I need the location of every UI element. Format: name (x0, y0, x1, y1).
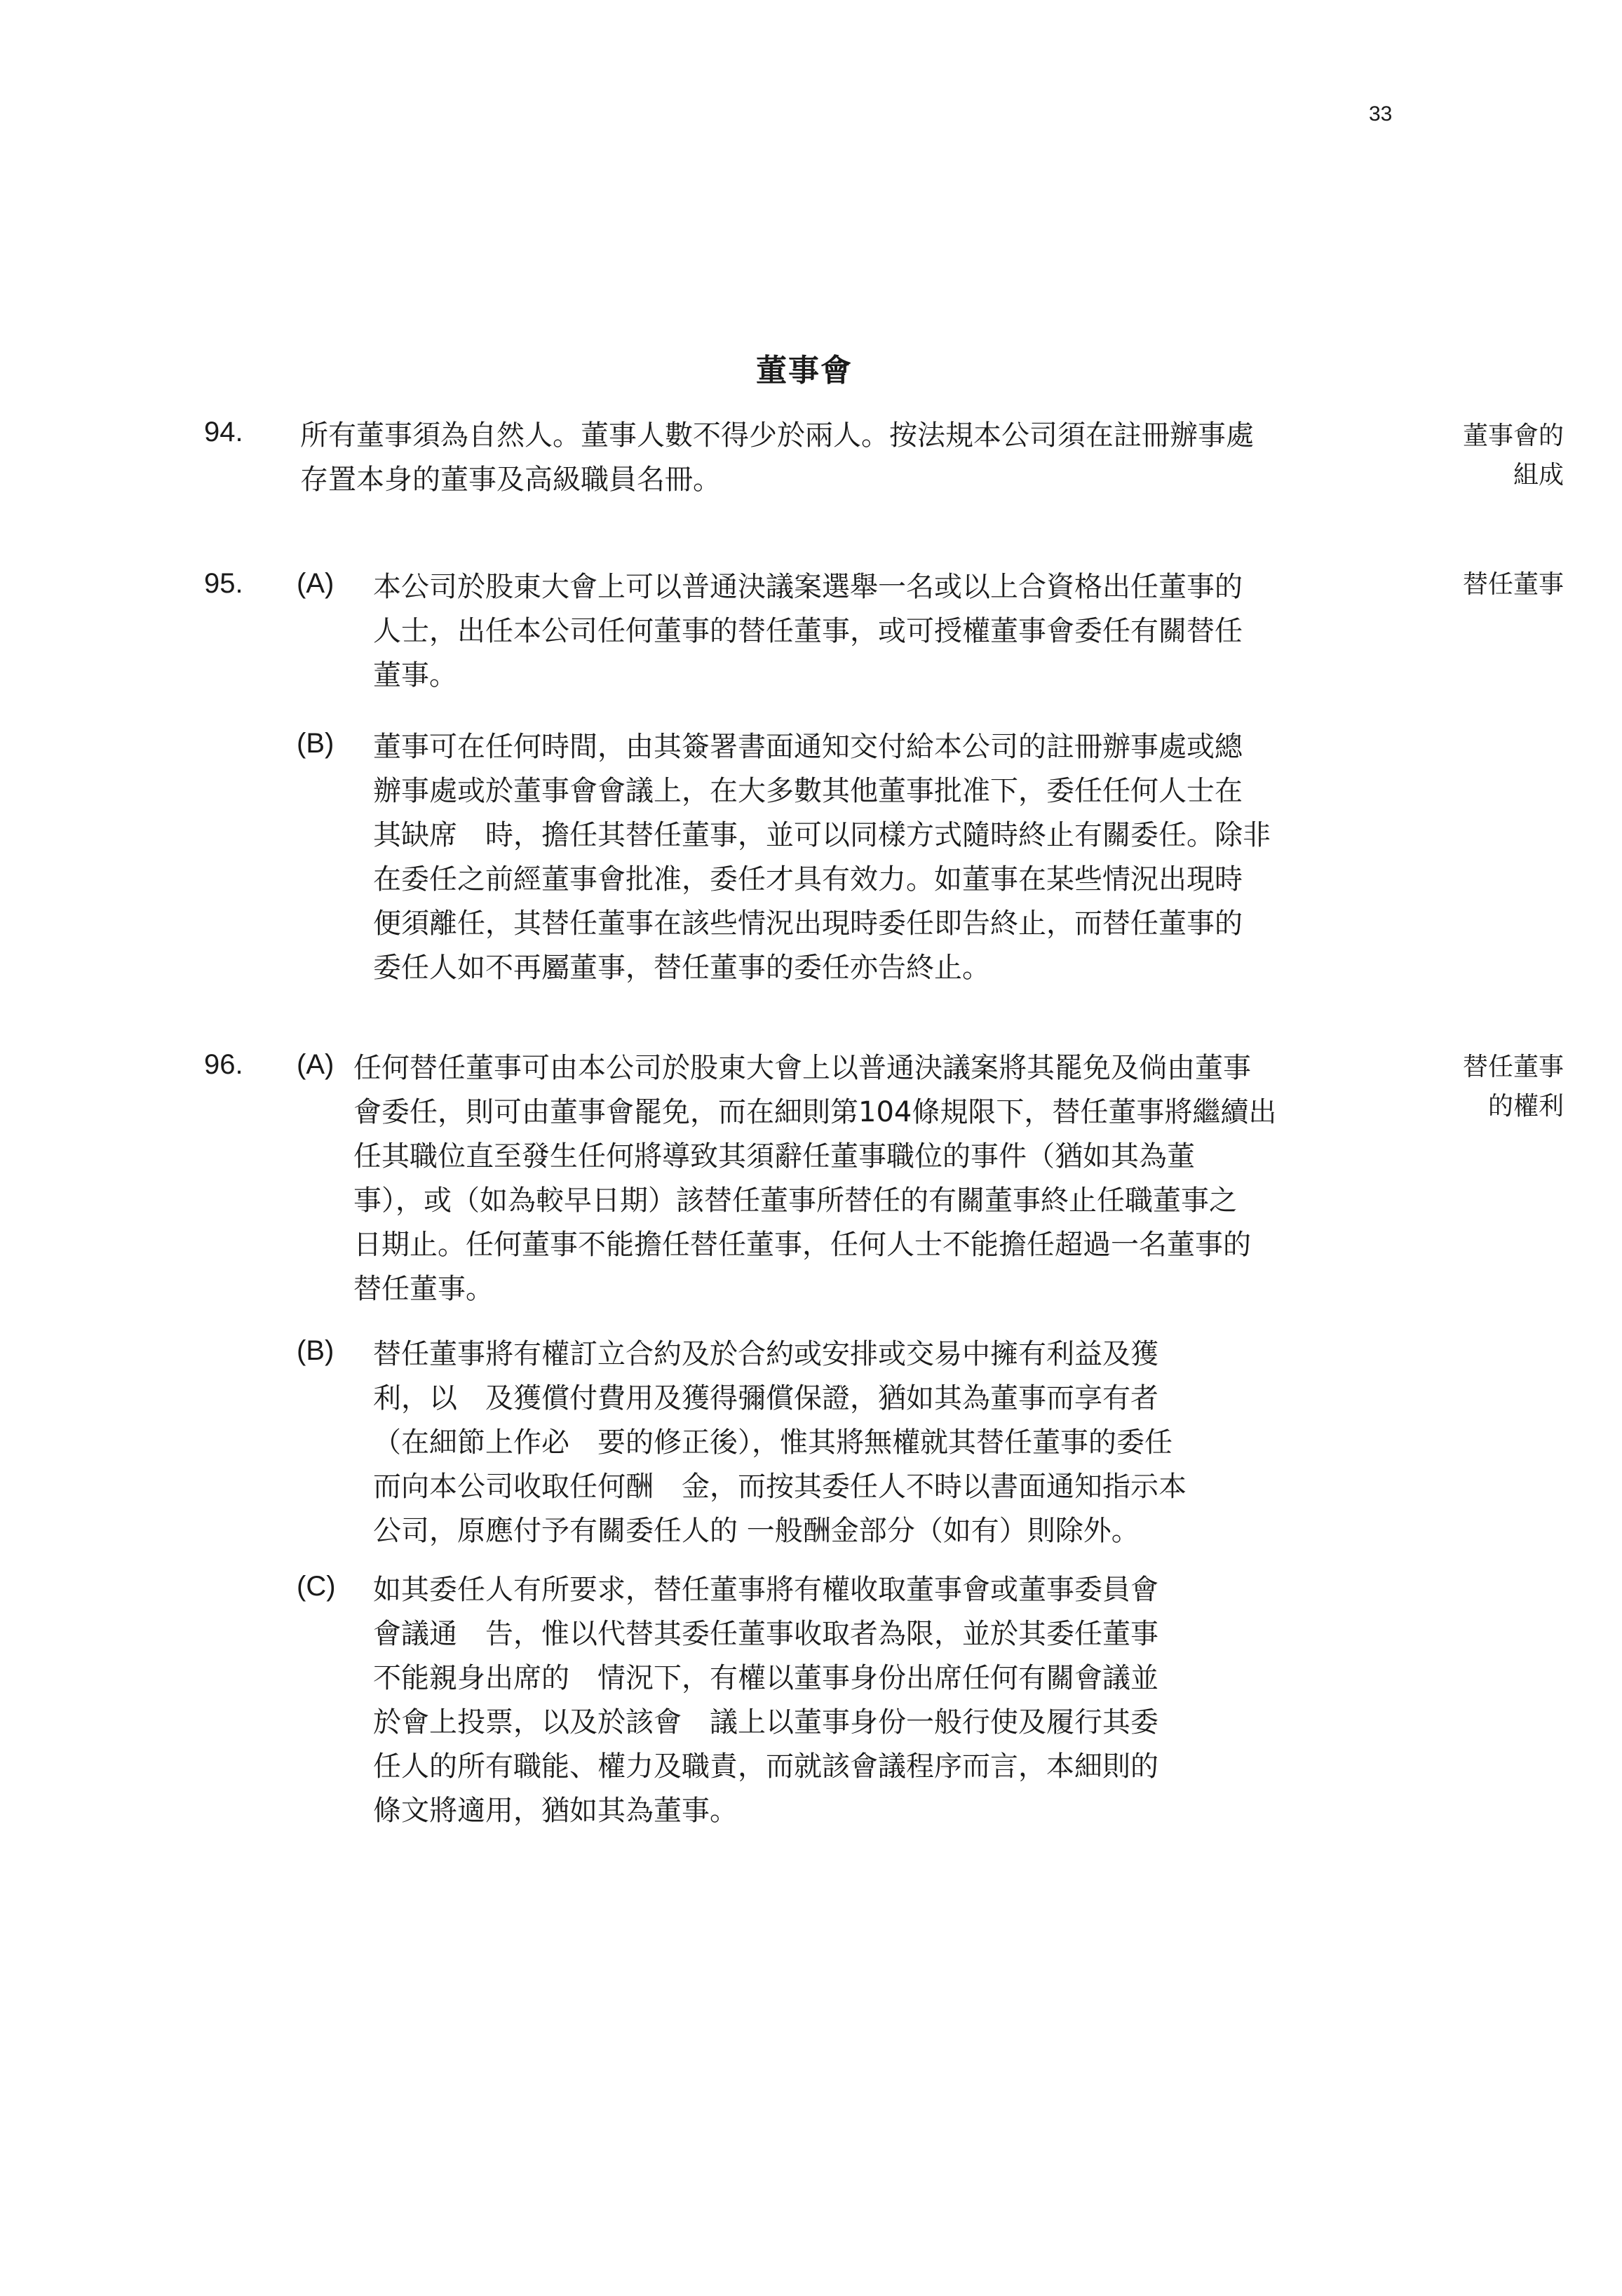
article-95-b-label: (B) (297, 728, 334, 759)
article-96-a-label: (A) (297, 1049, 334, 1080)
article-96-number: 96. (204, 1049, 243, 1080)
page-number: 33 (1369, 102, 1393, 126)
article-95-number: 95. (204, 568, 243, 599)
article-94-margin-note: 董事會的 組成 (1462, 421, 1564, 489)
article-96-c-text: 如其委任人有所要求，替任董事將有權收取董事會或董事委員會 會議通 告，惟以代替其委任董事收取者為限，並於其委任董事 不能親身出席的 情況下，有權以董事身份出席任何有關會議並 於會上投票，以及於該會 議上以董事身份一般行使及履行其委 任人的所有職能、權力及職責，而就該會議程序而言，本細則的 條文將適用，猶如其為董事。 (373, 1574, 1158, 1827)
article-94-number: 94. (204, 417, 243, 447)
article-96-margin-note: 替任董事 的權利 (1462, 1053, 1564, 1121)
article-96-b-label: (B) (297, 1335, 334, 1366)
article-95-a-text: 本公司於股東大會上可以普通決議案選舉一名或以上合資格出任董事的 人士，出任本公司任何董事的替任董事，或可授權董事會委任有關替任 董事。 (373, 571, 1243, 691)
article-94-text: 所有董事須為自然人。董事人數不得少於兩人。按法規本公司須在註冊辦事處 存置本身的董事及高級職員名冊。 (300, 419, 1254, 496)
article-95-margin-note: 替任董事 (1462, 570, 1564, 599)
article-96-b-text: 替任董事將有權訂立合約及於合約或安排或交易中擁有利益及獲 利，以 及獲償付費用及獲得彌償保證，猶如其為董事而享有者 （在細節上作必 要的修正後），惟其將無權就其替任董事的委任 而向本公司收取任何酬 金，而按其委任人不時以書面通知指示本 公司，原應付予有關委任人的 一般酬金部分（如有）則除外。 (373, 1338, 1187, 1547)
article-95-a-label: (A) (297, 568, 334, 599)
article-96-c-label: (C) (297, 1571, 336, 1602)
article-96-a-text: 任何替任董事可由本公司於股東大會上以普通決議案將其罷免及倘由董事 會委任，則可由董事會罷免，而在細則第104條規限下，替任董事將繼續出 任其職位直至發生任何將導致其須辭任董事職位的事件（猶如其為董 事），或（如為較早日期）該替任董事所替任的有關董事終止任職董事之 日期止。任何董事不能擔任替任董事，任何人士不能擔任超過一名董事的 替任董事。 (353, 1052, 1277, 1305)
article-95-b-text: 董事可在任何時間，由其簽署書面通知交付給本公司的註冊辦事處或總 辦事處或於董事會會議上，在大多數其他董事批准下，委任任何人士在 其缺席 時，擔任其替任董事，並可以同樣方式隨時終止有關委任。除非 在委任之前經董事會批准，委任才具有效力。如董事在某些情況出現時 便須離任，其替任董事在該些情況出現時委任即告終止，而替任董事的 委任人如不再屬董事，替任董事的委任亦告終止。 (373, 731, 1271, 984)
section-title: 董事會 (756, 353, 853, 389)
